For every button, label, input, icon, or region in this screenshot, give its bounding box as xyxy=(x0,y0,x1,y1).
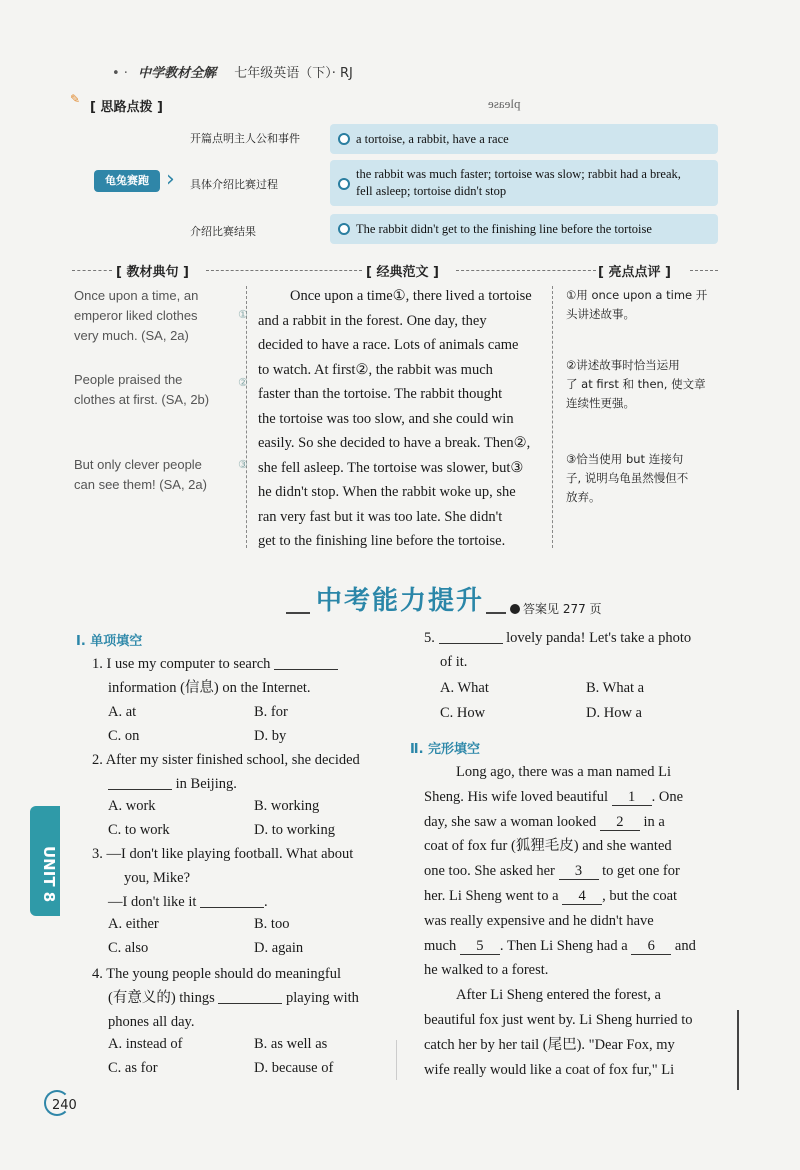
path-row-text: a tortoise, a rabbit, have a race xyxy=(356,131,509,146)
cloze-line: he walked to a forest. xyxy=(424,962,549,979)
book-subtitle: 七年级英语（下）· RJ xyxy=(234,66,353,81)
highlight-comment: ③恰当使用 but 连接句 子, 说明乌龟虽然慢但不 放弃。 xyxy=(566,452,689,504)
bullet-icon xyxy=(338,133,350,145)
think-path-label: [ 思路点拨 ] xyxy=(90,100,163,115)
essay-line: and a rabbit in the forest. One day, they xyxy=(258,312,487,329)
answer-reference: 答案见 277 页 xyxy=(510,600,602,617)
option: A. at xyxy=(108,704,137,720)
option: B. What a xyxy=(586,680,645,696)
cloze-line: day, she saw a woman looked 2 in a xyxy=(424,813,665,830)
essay-line: decided to have a race. Lots of animals came xyxy=(258,337,519,353)
question-3: 3. —I don't like playing football. What about you, Mike? —I don't like it . xyxy=(92,846,354,910)
path-row-bar xyxy=(330,124,718,154)
cloze-line: much 5 . Then Li Sheng had a 6 and xyxy=(424,937,696,954)
option: C. on xyxy=(108,728,140,744)
option: A. work xyxy=(108,798,156,814)
answer-blank xyxy=(274,655,338,670)
column-divider xyxy=(246,286,247,548)
book-title: 中学教材全解 xyxy=(138,66,217,81)
cloze-blank: 5 xyxy=(460,938,500,955)
marker-icon: ③ xyxy=(238,458,248,471)
essay-line: Once upon a time①, there lived a tortoise xyxy=(290,288,532,304)
page-number: 240 xyxy=(52,1098,77,1113)
divider xyxy=(206,270,362,271)
cloze-line: catch her by her tail (尾巴). "Dear Fox, my xyxy=(424,1036,675,1053)
textbook-sentence: But only clever people can see them! (SA, 2a) xyxy=(74,457,207,492)
essay-line: ran very fast but it was too late. She didn't xyxy=(258,508,503,525)
title-rule xyxy=(486,612,506,614)
option: A. instead of xyxy=(108,1036,183,1052)
cloze-line: wife really would like a coat of fox fur," Li xyxy=(424,1061,675,1078)
cloze-blank: 3 xyxy=(559,863,599,880)
essay-line: he didn't stop. When the rabbit woke up, she xyxy=(258,484,516,500)
option: D. again xyxy=(254,940,304,956)
page-header xyxy=(112,62,353,81)
essay-line: the tortoise was too slow, and she could win xyxy=(258,410,514,427)
answer-blank xyxy=(439,629,503,644)
question-2: 2. After my sister finished school, she decided in Beijing. xyxy=(92,752,360,792)
story-tag: 龟兔赛跑 xyxy=(94,170,160,192)
essay-line: she fell asleep. The tortoise was slower, but③ xyxy=(258,459,524,476)
option: A. either xyxy=(108,916,159,932)
margin-mark xyxy=(737,1010,739,1090)
bullet-icon xyxy=(338,223,350,235)
answer-blank xyxy=(108,775,172,790)
essay-line: faster than the tortoise. The rabbit thought xyxy=(258,386,503,402)
path-row-text: The rabbit didn't get to the finishing line before the tortoise xyxy=(356,221,652,236)
divider xyxy=(690,270,718,271)
option: B. as well as xyxy=(254,1036,328,1052)
cloze-line: one too. She asked her 3 to get one for xyxy=(424,863,680,880)
option: C. as for xyxy=(108,1060,158,1076)
marker-icon: ① xyxy=(238,308,248,321)
mirrored-bleed-text: please xyxy=(488,96,521,111)
path-row-text: the rabbit was much faster; tortoise was slow; rabbit had a break, xyxy=(356,167,681,181)
cloze-passage xyxy=(424,760,716,1082)
path-row-bar xyxy=(330,160,718,206)
path-row-label: 具体介绍比赛过程 xyxy=(190,178,278,191)
cloze-line: beautiful fox just went by. Li Sheng hurried to xyxy=(424,1011,693,1028)
marker-icon: ② xyxy=(238,376,248,389)
answer-blank xyxy=(218,989,282,1004)
title-rule xyxy=(286,612,310,614)
path-row-label: 开篇点明主人公和事件 xyxy=(190,132,300,145)
option: C. also xyxy=(108,940,149,956)
cloze-line: coat of fox fur (狐狸毛皮) and she wanted xyxy=(424,838,672,855)
divider xyxy=(72,270,112,271)
highlight-comment: ①用 once upon a time 开 头讲述故事。 xyxy=(566,288,708,321)
part-title: Ⅰ. 单项填空 xyxy=(76,634,143,649)
column-divider xyxy=(396,1040,397,1080)
essay-line: get to the finishing line before the tortoise. xyxy=(258,533,506,549)
path-row-text: fell asleep; tortoise didn't stop xyxy=(356,184,507,198)
column-divider xyxy=(552,286,553,548)
cloze-line: her. Li Sheng went to a 4 , but the coat xyxy=(424,887,678,904)
pencil-icon: ✎ xyxy=(70,92,81,106)
option: D. to working xyxy=(254,822,335,838)
cloze-blank: 4 xyxy=(562,888,602,905)
option: D. because of xyxy=(254,1060,334,1076)
cloze-blank: 1 xyxy=(612,789,652,806)
highlight-comment: ②讲述故事时恰当运用 了 at first 和 then, 使文章 连续性更强。 xyxy=(566,358,706,410)
essay-line: to watch. At first②, the rabbit was much xyxy=(258,361,493,378)
essay-line: easily. So she decided to have a break. Then②, xyxy=(258,435,531,451)
part-title: Ⅱ. 完形填空 xyxy=(410,742,481,757)
model-essay xyxy=(258,284,544,554)
textbook-sentence: People praised the clothes at first. (SA, 2b) xyxy=(74,372,210,407)
option: D. How a xyxy=(586,705,642,721)
play-icon xyxy=(510,604,520,614)
answer-blank xyxy=(200,893,264,908)
cloze-blank: 6 xyxy=(631,938,671,955)
header-dots: • · xyxy=(112,66,128,81)
bullet-icon xyxy=(338,178,350,190)
cloze-line: After Li Sheng entered the forest, a xyxy=(456,987,661,1004)
cloze-line: Long ago, there was a man named Li xyxy=(456,764,672,780)
column-head-model: [ 经典范文 ] xyxy=(366,265,439,280)
textbook-sentence: Once upon a time, an emperor liked clothes very much. (SA, 2a) xyxy=(74,288,199,343)
chevron-right-icon: › xyxy=(166,167,175,192)
column-head-textbook: [ 教材典句 ] xyxy=(116,265,189,280)
section-title: 中考能力提升 xyxy=(316,586,485,616)
question-4: 4. The young people should do meaningful (有意义的) things playing with phones all day. xyxy=(92,966,359,1030)
divider xyxy=(456,270,596,271)
column-head-comments: [ 亮点点评 ] xyxy=(598,265,671,280)
option: B. working xyxy=(254,798,320,814)
option: B. for xyxy=(254,704,288,720)
unit-tab-label: UNIT 8 xyxy=(40,846,58,903)
cloze-line: was really expensive and he didn't have xyxy=(424,912,654,929)
path-row-bar xyxy=(330,214,718,244)
question-5: 5. lovely panda! Let's take a photo of it. xyxy=(424,630,692,670)
cloze-blank: 2 xyxy=(600,814,640,831)
cloze-line: Sheng. His wife loved beautiful 1 . One xyxy=(424,788,684,805)
option: A. What xyxy=(440,680,489,696)
option: C. to work xyxy=(108,822,170,838)
option: C. How xyxy=(440,705,486,721)
path-row-label: 介绍比赛结果 xyxy=(190,225,256,238)
unit-tab xyxy=(30,806,60,916)
question-1: 1. I use my computer to search information (信息) on the Internet. xyxy=(92,652,392,700)
option: B. too xyxy=(254,916,290,932)
option: D. by xyxy=(254,728,287,744)
